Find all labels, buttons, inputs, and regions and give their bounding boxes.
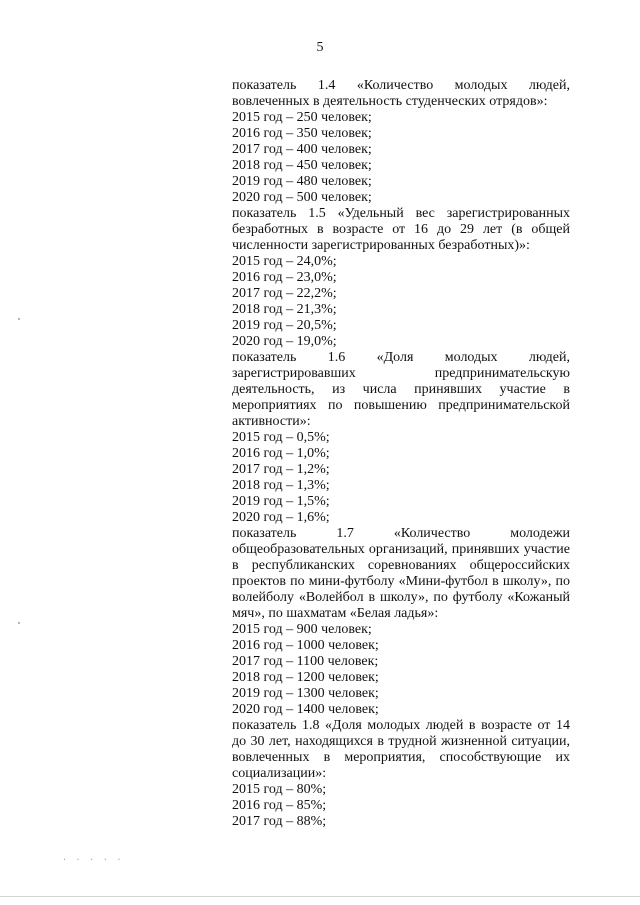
page-bottom-edge [0, 896, 640, 897]
year-value-line: 2017 год – 88%; [232, 814, 327, 829]
year-value-line: 2017 год – 22,2%; [232, 286, 337, 301]
text-line: активности»: [232, 414, 311, 429]
year-value-line: 2017 год – 1100 человек; [232, 654, 379, 669]
year-value-line: 2016 год – 85%; [232, 798, 327, 813]
text-line: показатель 1.8 «Доля молодых людей в возрасте от 14 [232, 718, 570, 733]
scan-artifact-dots: . . . . . [62, 853, 124, 862]
year-value-line: 2018 год – 21,3%; [232, 302, 337, 317]
year-value-line: 2017 год – 400 человек; [232, 142, 372, 157]
text-line: в республиканских соревнованиях общероссийских [232, 558, 570, 573]
year-value-line: 2019 год – 1300 человек; [232, 686, 379, 701]
text-line: мяч», по шахматам «Белая ладья»: [232, 606, 439, 621]
year-value-line: 2015 год – 80%; [232, 782, 327, 797]
text-line: вовлеченных в деятельность студенческих отрядов»: [232, 94, 548, 109]
text-line: показатель 1.7 «Количество молодежи [232, 526, 570, 541]
text-line: зарегистрировавших предпринимательскую [232, 366, 570, 381]
text-line: до 30 лет, находящихся в трудной жизненной ситуации, [232, 734, 570, 749]
year-value-line: 2017 год – 1,2%; [232, 462, 330, 477]
text-line: общеобразовательных организаций, принявших участие [232, 542, 570, 557]
document-body [232, 78, 570, 830]
text-line: численности зарегистрированных безработных)»: [232, 238, 530, 253]
year-value-line: 2015 год – 250 человек; [232, 110, 372, 125]
text-line: вовлеченных в мероприятия, способствующие их [232, 750, 570, 765]
year-value-line: 2019 год – 20,5%; [232, 318, 337, 333]
year-value-line: 2020 год – 19,0%; [232, 334, 337, 349]
year-value-line: 2019 год – 480 человек; [232, 174, 372, 189]
year-value-line: 2020 год – 1,6%; [232, 510, 330, 525]
text-line: проектов по мини-футболу «Мини-футбол в школу», по [232, 574, 570, 589]
year-value-line: 2020 год – 1400 человек; [232, 702, 379, 717]
year-value-line: 2016 год – 1,0%; [232, 446, 330, 461]
year-value-line: 2018 год – 1,3%; [232, 478, 330, 493]
text-line: показатель 1.4 «Количество молодых людей, [232, 78, 570, 93]
year-value-line: 2015 год – 0,5%; [232, 430, 330, 445]
text-line: показатель 1.6 «Доля молодых людей, [232, 350, 570, 365]
year-value-line: 2018 год – 450 человек; [232, 158, 372, 173]
text-line: социализации»: [232, 766, 327, 781]
year-value-line: 2019 год – 1,5%; [232, 494, 330, 509]
page-number: 5 [316, 40, 324, 55]
text-line: деятельность, из числа принявших участие в [232, 382, 570, 397]
year-value-line: 2015 год – 900 человек; [232, 622, 372, 637]
text-line: безработных в возрасте от 16 до 29 лет (в общей [232, 222, 570, 237]
year-value-line: 2020 год – 500 человек; [232, 190, 372, 205]
year-value-line: 2015 год – 24,0%; [232, 254, 337, 269]
text-line: показатель 1.5 «Удельный вес зарегистрированных [232, 206, 570, 221]
text-line: волейболу «Волейбол в школу», по футболу «Кожаный [232, 590, 570, 605]
year-value-line: 2016 год – 1000 человек; [232, 638, 379, 653]
year-value-line: 2018 год – 1200 человек; [232, 670, 379, 685]
year-value-line: 2016 год – 350 человек; [232, 126, 372, 141]
scan-artifact-mark [18, 622, 20, 624]
year-value-line: 2016 год – 23,0%; [232, 270, 337, 285]
text-line: мероприятиях по повышению предпринимательской [232, 398, 570, 413]
scan-artifact-mark [18, 318, 20, 320]
